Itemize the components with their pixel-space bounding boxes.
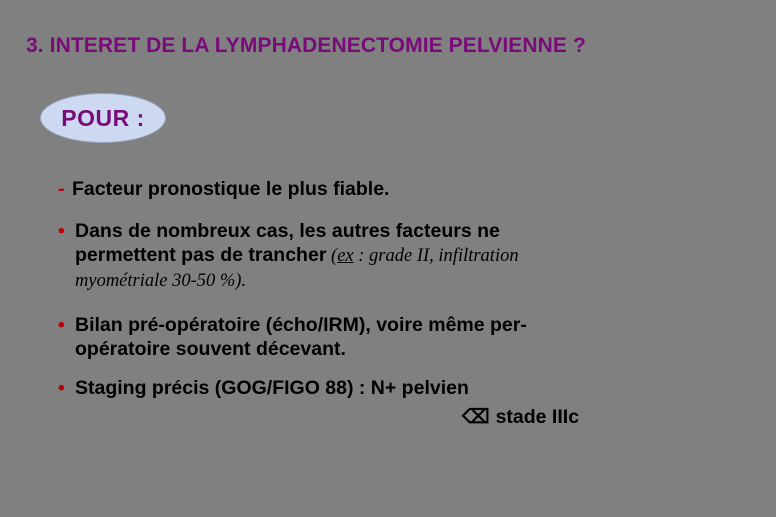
pour-badge — [40, 93, 166, 143]
item-2-line-3-italic: myométriale 30-50 %). — [75, 271, 247, 291]
list-item-1 — [58, 177, 389, 201]
list-item-3 — [58, 313, 527, 361]
list-item-2 — [58, 219, 519, 293]
item-2-italic-ex: ex — [337, 246, 354, 266]
item-3-line-2: opératoire souvent décevant. — [75, 338, 346, 360]
item-4-stage-text: stade IIIc — [495, 406, 580, 428]
bullet-marker: • — [58, 220, 65, 242]
item-1-text: Facteur pronostique le plus fiable. — [72, 178, 390, 200]
dash-marker: - — [58, 178, 65, 200]
bullet-marker: • — [58, 314, 65, 336]
slide-title: 3. INTERET DE LA LYMPHADENECTOMIE PELVIENNE ? — [26, 34, 586, 57]
bullet-marker: • — [58, 377, 65, 399]
item-2-line-2-bold: permettent pas de trancher — [75, 244, 327, 266]
pour-label: POUR : — [61, 104, 145, 131]
item-4-line-2 — [462, 405, 579, 429]
item-2-italic-rest: : grade II, infiltration — [353, 246, 519, 266]
list-item-4 — [58, 376, 469, 400]
item-2-line-1: Dans de nombreux cas, les autres facteurs ne — [75, 220, 500, 242]
item-4-line-1: Staging précis (GOG/FIGO 88) : N+ pelvien — [75, 377, 469, 399]
item-3-line-1: Bilan pré-opératoire (écho/IRM), voire même per- — [75, 314, 527, 336]
implies-arrow-icon: ⌫ — [462, 406, 490, 428]
item-2-italic-open: ( — [326, 246, 338, 266]
